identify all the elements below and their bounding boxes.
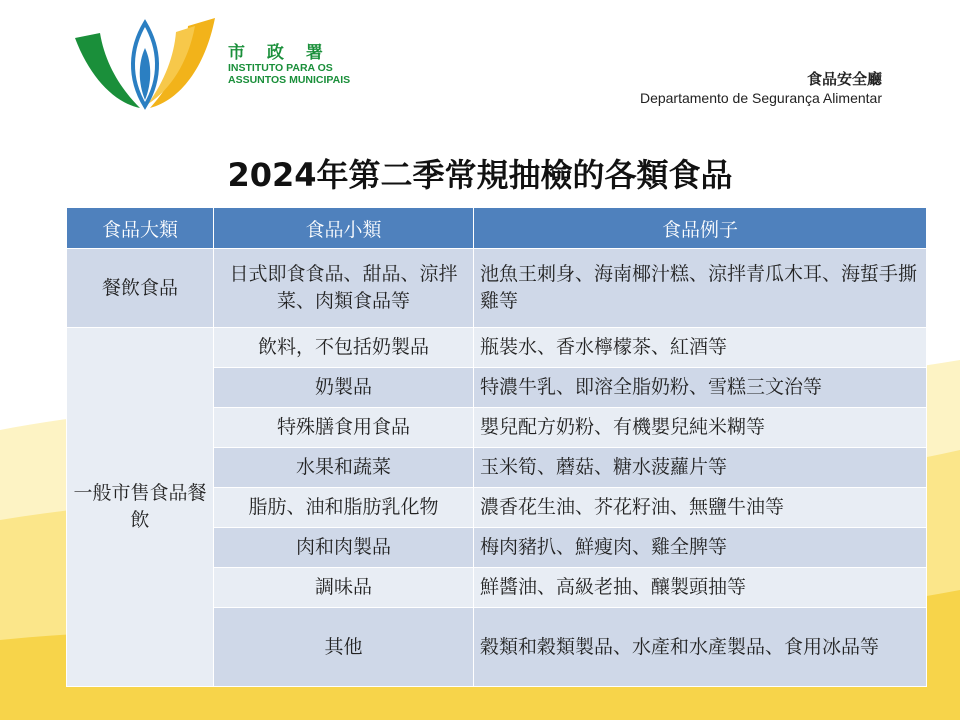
category-cell: 餐飲食品 bbox=[67, 249, 214, 328]
subcategory-cell: 調味品 bbox=[214, 568, 474, 608]
page-title: 2024年第二季常規抽檢的各類食品 bbox=[227, 156, 733, 194]
table-row bbox=[67, 249, 927, 328]
examples-cell: 嬰兒配方奶粉、有機嬰兒純米糊等 bbox=[474, 408, 927, 448]
subcategory-cell: 脂肪、油和脂肪乳化物 bbox=[214, 488, 474, 528]
subcategory-cell: 飲料，不包括奶製品 bbox=[214, 328, 474, 368]
subcategory-cell: 其他 bbox=[214, 608, 474, 687]
examples-cell: 梅肉豬扒、鮮瘦肉、雞全脾等 bbox=[474, 528, 927, 568]
org-name-portuguese bbox=[228, 62, 350, 86]
food-sampling-table bbox=[66, 207, 927, 687]
subcategory-cell: 日式即食食品、甜品、涼拌菜、肉類食品等 bbox=[214, 249, 474, 328]
table-header-row bbox=[67, 208, 927, 249]
column-header-category: 食品大類 bbox=[67, 208, 214, 249]
subcategory-cell: 奶製品 bbox=[214, 368, 474, 408]
org-name-pt-line1: INSTITUTO PARA OS bbox=[228, 62, 333, 74]
examples-cell: 濃香花生油、芥花籽油、無鹽牛油等 bbox=[474, 488, 927, 528]
department-name-chinese: 食品安全廳 bbox=[806, 70, 882, 88]
examples-cell: 特濃牛乳、即溶全脂奶粉、雪糕三文治等 bbox=[474, 368, 927, 408]
column-header-examples: 食品例子 bbox=[474, 208, 927, 249]
subcategory-cell: 水果和蔬菜 bbox=[214, 448, 474, 488]
examples-cell: 玉米筍、蘑菇、糖水菠蘿片等 bbox=[474, 448, 927, 488]
iam-logo-icon bbox=[70, 8, 220, 112]
subcategory-cell: 特殊膳食用食品 bbox=[214, 408, 474, 448]
table-row bbox=[67, 328, 927, 368]
examples-cell: 瓶裝水、香水檸檬茶、紅酒等 bbox=[474, 328, 927, 368]
department-name-portuguese: Departamento de Segurança Alimentar bbox=[639, 90, 882, 106]
org-name-pt-line2: ASSUNTOS MUNICIPAIS bbox=[228, 74, 351, 86]
examples-cell: 池魚王刺身、海南椰汁糕、涼拌青瓜木耳、海蜇手撕雞等 bbox=[474, 249, 927, 328]
subcategory-cell: 肉和肉製品 bbox=[214, 528, 474, 568]
page-header bbox=[62, 0, 960, 128]
examples-cell: 鮮醬油、高級老抽、釀製頭抽等 bbox=[474, 568, 927, 608]
category-cell: 一般市售食品餐飲 bbox=[67, 328, 214, 687]
org-name-chinese: 市 政 署 bbox=[228, 43, 331, 63]
column-header-subcategory: 食品小類 bbox=[214, 208, 474, 249]
examples-cell: 穀類和穀類製品、水產和水產製品、食用冰品等 bbox=[474, 608, 927, 687]
